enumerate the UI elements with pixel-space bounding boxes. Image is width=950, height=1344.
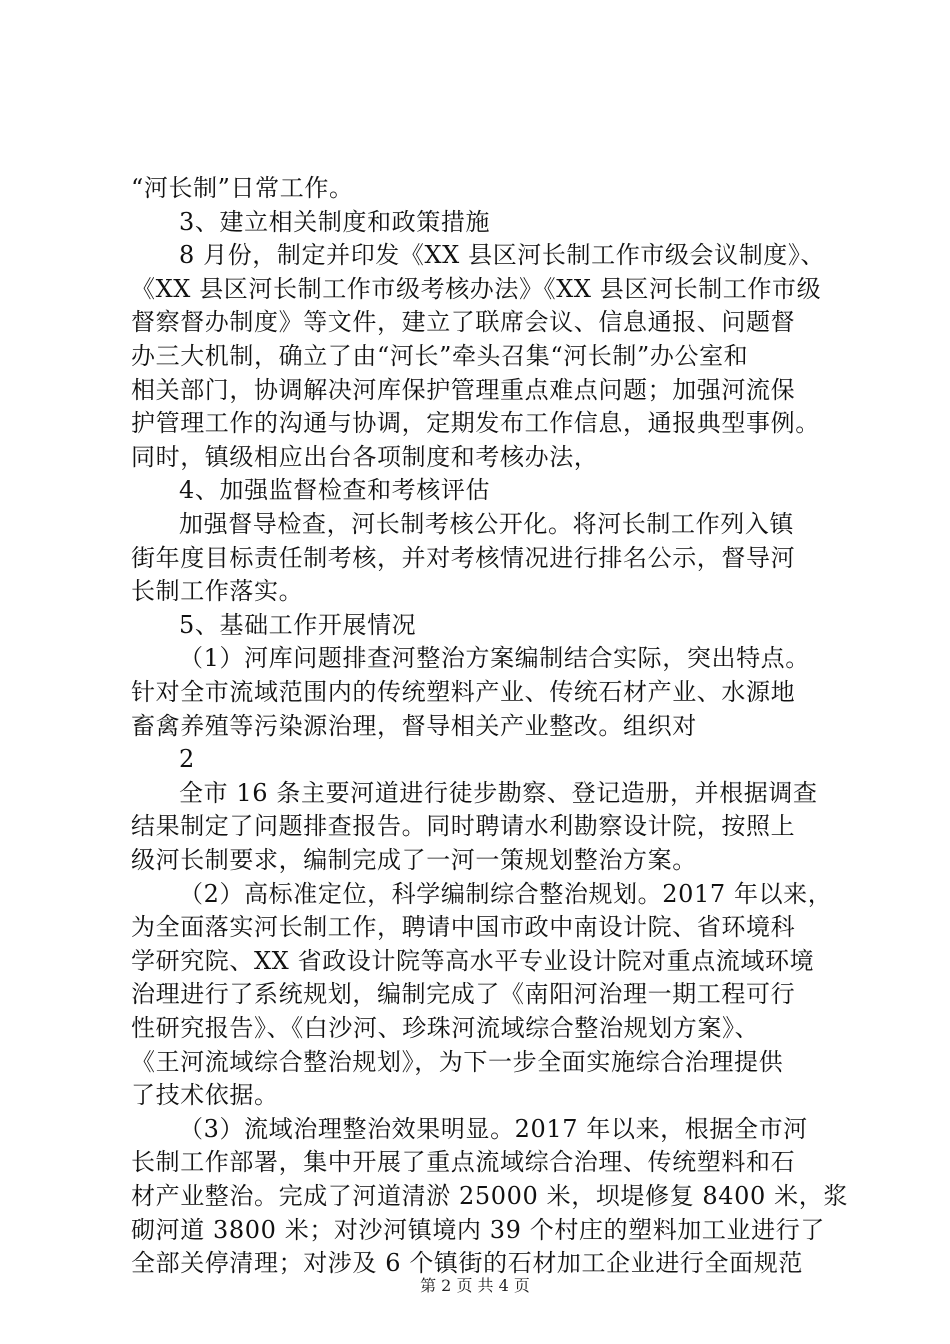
- text-line: 《王河流域综合整治规划》，为下一步全面实施综合治理提供: [131, 1047, 784, 1076]
- text-line: 同时，镇级相应出台各项制度和考核办法，: [131, 442, 599, 471]
- page-footer: 第 2 页 共 4 页: [420, 1276, 530, 1295]
- text-line: 相关部门，协调解决河库保护管理重点难点问题；加强河流保: [131, 375, 796, 404]
- text-line: 畜禽养殖等污染源治理，督导相关产业整改。组织对: [131, 711, 697, 740]
- section-heading: 5、基础工作开展情况: [179, 610, 417, 639]
- section-heading: 4、加强监督检查和考核评估: [179, 476, 491, 505]
- text-line: 了技术依据。: [131, 1081, 279, 1110]
- text-line: （2）高标准定位，科学编制综合整治规划。2017 年以来，: [179, 879, 833, 908]
- text-line: 8 月份，制定并印发《XX 县区河长制工作市级会议制度》、: [179, 241, 826, 270]
- text-line: “河长制”日常工作。: [131, 174, 354, 202]
- text-line: 办三大机制，确立了由“河长”牵头召集“河长制”办公室和: [131, 342, 749, 370]
- text-line: 街年度目标责任制考核，并对考核情况进行排名公示，督导河: [131, 543, 796, 572]
- text-line: 性研究报告》、《白沙河、珍珠河流域综合整治规划方案》、: [131, 1014, 760, 1042]
- text-line: 《XX 县区河长制工作市级考核办法》《XX 县区河长制工作市级: [131, 274, 822, 303]
- text-line: 全部关停清理；对涉及 6 个镇街的石材加工企业进行全面规范: [131, 1249, 803, 1278]
- text-line: 砌河道 3800 米；对沙河镇境内 39 个村庄的塑料加工业进行了: [131, 1215, 825, 1244]
- text-line: 护管理工作的沟通与协调，定期发布工作信息，通报典型事例。: [131, 409, 820, 438]
- text-line: 级河长制要求，编制完成了一河一策规划整治方案。: [131, 846, 697, 874]
- text-line: 材产业整治。完成了河道清淤 25000 米，坝堤修复 8400 米，浆: [131, 1182, 848, 1210]
- text-line: 督察督办制度》等文件，建立了联席会议、信息通报、问题督: [131, 308, 796, 337]
- text-line: 针对全市流域范围内的传统塑料产业、传统石材产业、水源地: [131, 678, 796, 706]
- text-line: 为全面落实河长制工作，聘请中国市政中南设计院、省环境科: [131, 913, 796, 942]
- text-line: 长制工作落实。: [131, 577, 304, 606]
- text-line: 学研究院、XX 省政设计院等高水平专业设计院对重点流域环境: [131, 946, 815, 975]
- section-heading: 3、建立相关制度和政策措施: [179, 207, 491, 236]
- text-line: 治理进行了系统规划，编制完成了《南阳河治理一期工程可行: [131, 980, 796, 1009]
- page-number-inline: 2: [179, 745, 195, 774]
- text-line: 全市 16 条主要河道进行徒步勘察、登记造册，并根据调查: [179, 778, 818, 807]
- text-line: 长制工作部署，集中开展了重点流域综合治理、传统塑料和石: [131, 1148, 796, 1177]
- text-line: 加强督导检查，河长制考核公开化。将河长制工作列入镇: [179, 510, 794, 538]
- text-line: 结果制定了问题排查报告。同时聘请水利勘察设计院，按照上: [131, 812, 796, 841]
- text-line: （1）河库问题排查河整治方案编制结合实际，突出特点。: [179, 644, 810, 673]
- text-line: （3）流域治理整治效果明显。2017 年以来，根据全市河: [179, 1114, 808, 1143]
